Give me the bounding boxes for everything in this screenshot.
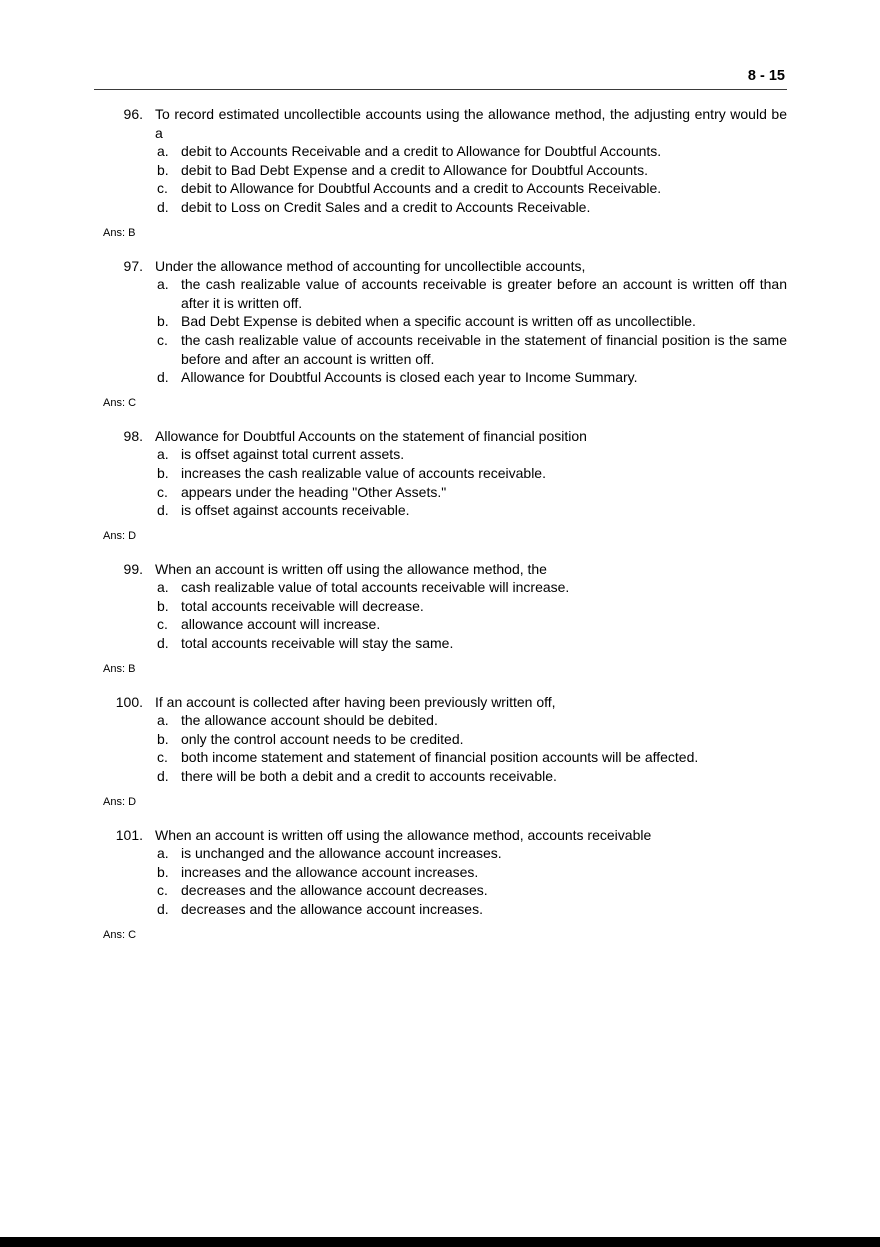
bottom-edge-bar — [0, 1237, 880, 1247]
option-d — [157, 368, 787, 387]
option-b — [157, 464, 787, 483]
option-letter: d. — [157, 198, 169, 215]
option-letter: a. — [157, 845, 169, 862]
question-text: If an account is collected after having been previously written off, — [155, 693, 556, 710]
option-letter: d. — [157, 768, 169, 785]
option-letter: b. — [157, 597, 169, 614]
option-d — [157, 634, 787, 653]
option-c — [157, 615, 787, 634]
option-letter: d. — [157, 502, 169, 519]
option-letter: c. — [157, 882, 168, 899]
option-letter: c. — [157, 331, 168, 348]
question-number: 97. — [123, 257, 143, 274]
option-a — [157, 142, 787, 161]
option-a — [157, 578, 787, 597]
option-a — [157, 445, 787, 464]
option-text: is offset against accounts receivable. — [181, 502, 410, 519]
option-b — [157, 863, 787, 882]
option-letter: d. — [157, 369, 169, 386]
option-letter: a. — [157, 143, 169, 160]
question-number: 100. — [115, 693, 143, 710]
page-number-header: 8 - 15 — [94, 68, 787, 90]
question-text: Allowance for Doubtful Accounts on the statement of financial position — [155, 427, 587, 444]
option-c — [157, 483, 787, 502]
question-list — [94, 105, 787, 942]
question-number: 99. — [123, 560, 143, 577]
answer-line: Ans: C — [103, 928, 137, 941]
option-d — [157, 501, 787, 520]
option-text: the cash realizable value of accounts receivable is greater before an account is written off than after it is written off. — [181, 276, 787, 311]
option-text: decreases and the allowance account decreases. — [181, 882, 488, 899]
option-c — [157, 881, 787, 900]
option-letter: c. — [157, 483, 168, 500]
option-text: debit to Accounts Receivable and a credit to Allowance for Doubtful Accounts. — [181, 143, 662, 160]
question-text: Under the allowance method of accounting for uncollectible accounts, — [155, 257, 586, 274]
option-text: is offset against total current assets. — [181, 446, 405, 463]
option-text: decreases and the allowance account increases. — [181, 901, 483, 917]
option-text: debit to Bad Debt Expense and a credit to Allowance for Doubtful Accounts. — [181, 161, 648, 178]
option-text: both income statement and statement of financial position accounts will be affected. — [181, 749, 699, 766]
option-letter: d. — [157, 635, 169, 652]
option-text: increases and the allowance account increases. — [181, 863, 479, 880]
question-96 — [94, 105, 787, 240]
option-text: appears under the heading "Other Assets." — [181, 483, 447, 500]
option-d — [157, 767, 787, 786]
option-d — [157, 198, 787, 217]
option-b — [157, 312, 787, 331]
option-d — [157, 900, 787, 919]
option-letter: d. — [157, 901, 169, 917]
option-c — [157, 179, 787, 198]
option-text: total accounts receivable will decrease. — [181, 597, 424, 614]
question-99 — [94, 560, 787, 676]
option-c — [157, 748, 787, 767]
option-letter: b. — [157, 161, 169, 178]
option-letter: b. — [157, 464, 169, 481]
option-letter: c. — [157, 180, 168, 197]
option-a — [157, 844, 787, 863]
question-number: 101. — [115, 826, 143, 843]
option-b — [157, 597, 787, 616]
question-98 — [94, 427, 787, 543]
option-text: allowance account will increase. — [181, 616, 381, 633]
question-101 — [94, 826, 787, 942]
option-text: debit to Allowance for Doubtful Accounts and a credit to Accounts Receivable. — [181, 180, 662, 197]
option-text: debit to Loss on Credit Sales and a credit to Accounts Receivable. — [181, 198, 591, 215]
option-text: is unchanged and the allowance account increases. — [181, 845, 502, 862]
question-text: When an account is written off using the allowance method, the — [155, 560, 547, 577]
option-letter: c. — [157, 749, 168, 766]
question-text: To record estimated uncollectible accounts using the allowance method, the adjusting entry would be a — [155, 106, 787, 141]
option-letter: a. — [157, 446, 169, 463]
option-b — [157, 161, 787, 180]
option-text: only the control account needs to be credited. — [181, 730, 464, 747]
option-text: the allowance account should be debited. — [181, 712, 438, 729]
question-number: 96. — [123, 106, 143, 122]
option-letter: b. — [157, 863, 169, 880]
question-text: When an account is written off using the allowance method, accounts receivable — [155, 826, 652, 843]
question-97 — [94, 257, 787, 410]
option-letter: a. — [157, 276, 169, 293]
option-text: the cash realizable value of accounts receivable in the statement of financial position is the same before and after an account is written off. — [181, 331, 787, 367]
option-a — [157, 711, 787, 730]
option-b — [157, 730, 787, 749]
option-letter: b. — [157, 730, 169, 747]
option-text: Allowance for Doubtful Accounts is closed each year to Income Summary. — [181, 369, 638, 386]
option-text: there will be both a debit and a credit to accounts receivable. — [181, 768, 557, 785]
option-text: increases the cash realizable value of accounts receivable. — [181, 464, 546, 481]
option-letter: a. — [157, 579, 169, 596]
option-letter: a. — [157, 712, 169, 729]
question-100 — [94, 693, 787, 809]
question-number: 98. — [123, 427, 143, 444]
option-letter: c. — [157, 616, 168, 633]
option-text: total accounts receivable will stay the same. — [181, 635, 454, 652]
option-text: cash realizable value of total accounts receivable will increase. — [181, 579, 570, 596]
option-text: Bad Debt Expense is debited when a specific account is written off as uncollectible. — [181, 313, 696, 330]
answer-line: Ans: B — [103, 662, 136, 675]
option-letter: b. — [157, 313, 169, 330]
answer-line: Ans: B — [103, 226, 136, 239]
answer-line: Ans: D — [103, 795, 137, 808]
answer-line: Ans: D — [103, 529, 137, 542]
option-c — [157, 331, 787, 368]
option-a — [157, 275, 787, 312]
answer-line: Ans: C — [103, 396, 137, 409]
